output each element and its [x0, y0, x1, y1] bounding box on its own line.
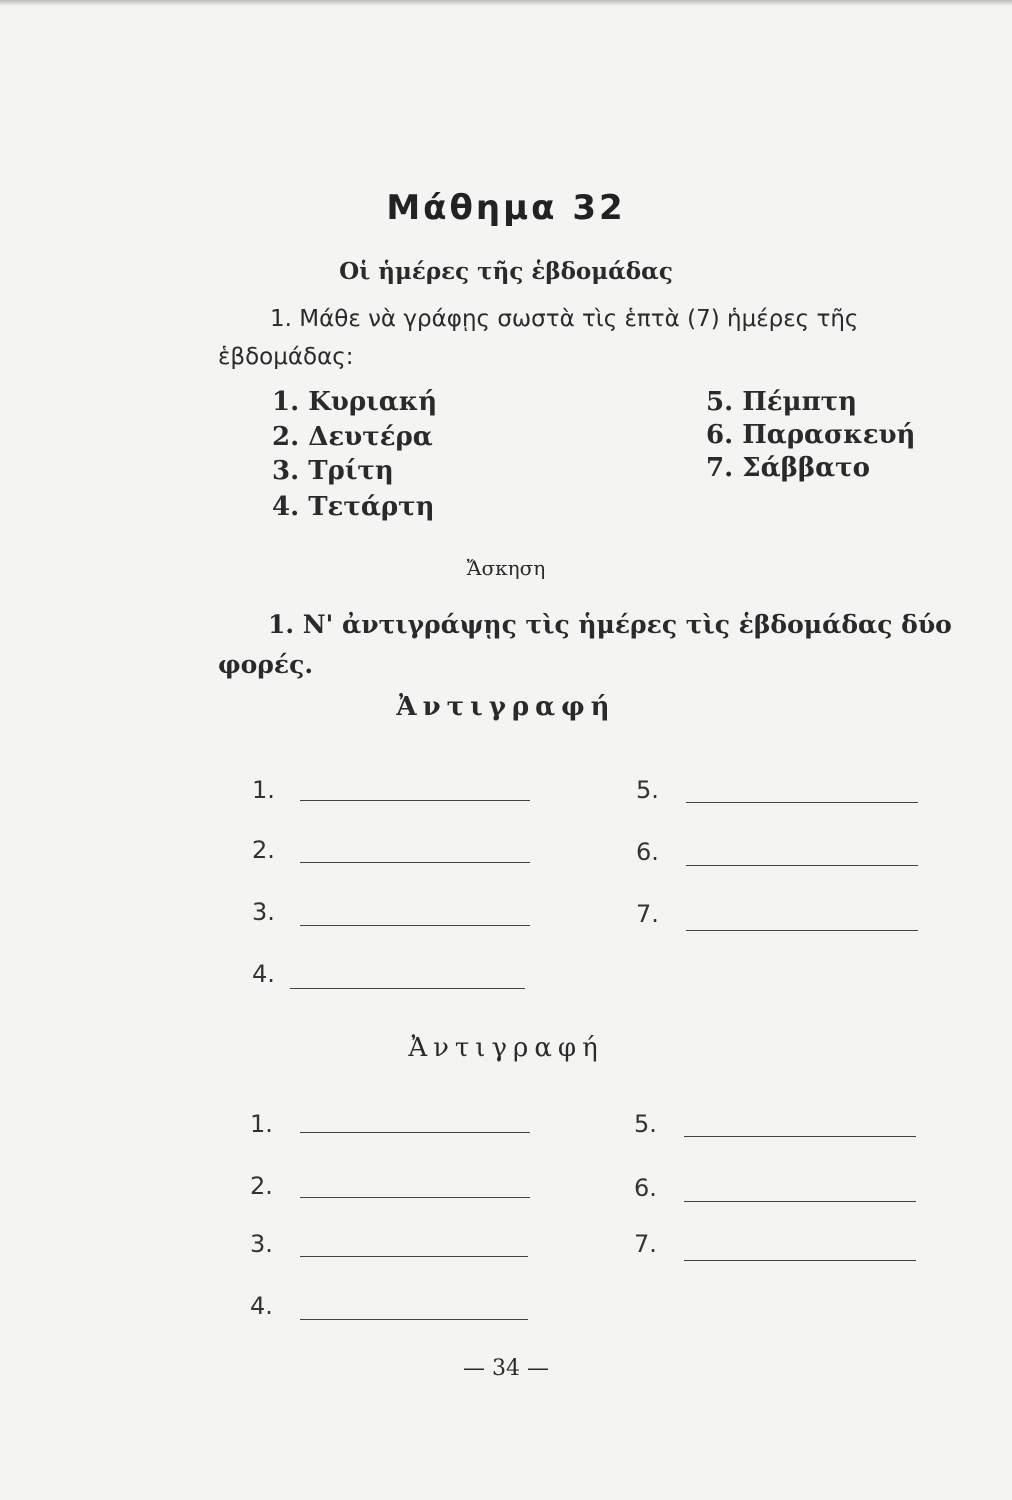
copy2-number: 7.	[634, 1230, 657, 1258]
copy-heading-1: Ἀντιγραφή	[396, 692, 616, 722]
copy1-blank-line[interactable]	[300, 925, 530, 926]
copy1-blank-line[interactable]	[300, 862, 530, 863]
exercise-line-1: 1. Ν' ἀντιγράψῃς τὶς ἡμέρες τὶς ἑβδομάδας δύο	[268, 610, 952, 639]
copy1-blank-line[interactable]	[290, 988, 525, 989]
copy2-blank-line[interactable]	[684, 1136, 916, 1137]
copy1-blank-line[interactable]	[686, 930, 918, 931]
copy2-number: 2.	[250, 1172, 273, 1200]
day-item-tuesday: 3. Τρίτη	[272, 456, 394, 486]
copy1-blank-line[interactable]	[300, 800, 530, 801]
copy2-blank-line[interactable]	[300, 1256, 528, 1257]
instruction-line-2: ἑβδομάδας:	[218, 344, 354, 370]
copy2-number: 4.	[250, 1292, 273, 1320]
copy2-blank-line[interactable]	[300, 1319, 528, 1320]
copy1-blank-line[interactable]	[686, 865, 918, 866]
copy2-number: 6.	[634, 1174, 657, 1202]
day-item-thursday: 5. Πέμπτη	[706, 387, 858, 417]
day-item-wednesday: 4. Τετάρτη	[272, 492, 435, 522]
copy1-number: 7.	[636, 900, 659, 928]
exercise-heading: Ἄσκηση	[466, 556, 546, 580]
day-item-friday: 6. Παρασκευή	[706, 420, 916, 450]
lesson-title: Μάθημα 32	[386, 188, 626, 228]
day-item-sunday: 1. Κυριακή	[272, 387, 438, 417]
page-edge-shadow	[0, 0, 1012, 6]
copy2-number: 1.	[250, 1110, 273, 1138]
copy1-number: 4.	[252, 960, 275, 988]
instruction-line-1: 1. Μάθε νὰ γράφῃς σωστὰ τὶς ἑπτὰ (7) ἡμέρες τῆς	[270, 306, 859, 332]
copy1-number: 5.	[636, 776, 659, 804]
copy1-number: 6.	[636, 838, 659, 866]
exercise-line-2: φορές.	[218, 650, 314, 679]
day-item-saturday: 7. Σάββατο	[706, 453, 870, 483]
copy1-number: 1.	[252, 776, 275, 804]
lesson-subtitle: Οἱ ἡμέρες τῆς ἑβδομάδας	[339, 258, 673, 285]
copy2-blank-line[interactable]	[300, 1197, 530, 1198]
copy2-blank-line[interactable]	[684, 1201, 916, 1202]
copy2-blank-line[interactable]	[300, 1132, 530, 1133]
day-item-monday: 2. Δευτέρα	[272, 422, 433, 452]
copy2-number: 5.	[634, 1110, 657, 1138]
copy-heading-2: Ἀντιγραφή	[408, 1033, 604, 1063]
copy1-blank-line[interactable]	[686, 802, 918, 803]
copy1-number: 3.	[252, 898, 275, 926]
copy1-number: 2.	[252, 836, 275, 864]
page-number: — 34 —	[463, 1356, 549, 1381]
copy2-number: 3.	[250, 1230, 273, 1258]
copy2-blank-line[interactable]	[684, 1260, 916, 1261]
